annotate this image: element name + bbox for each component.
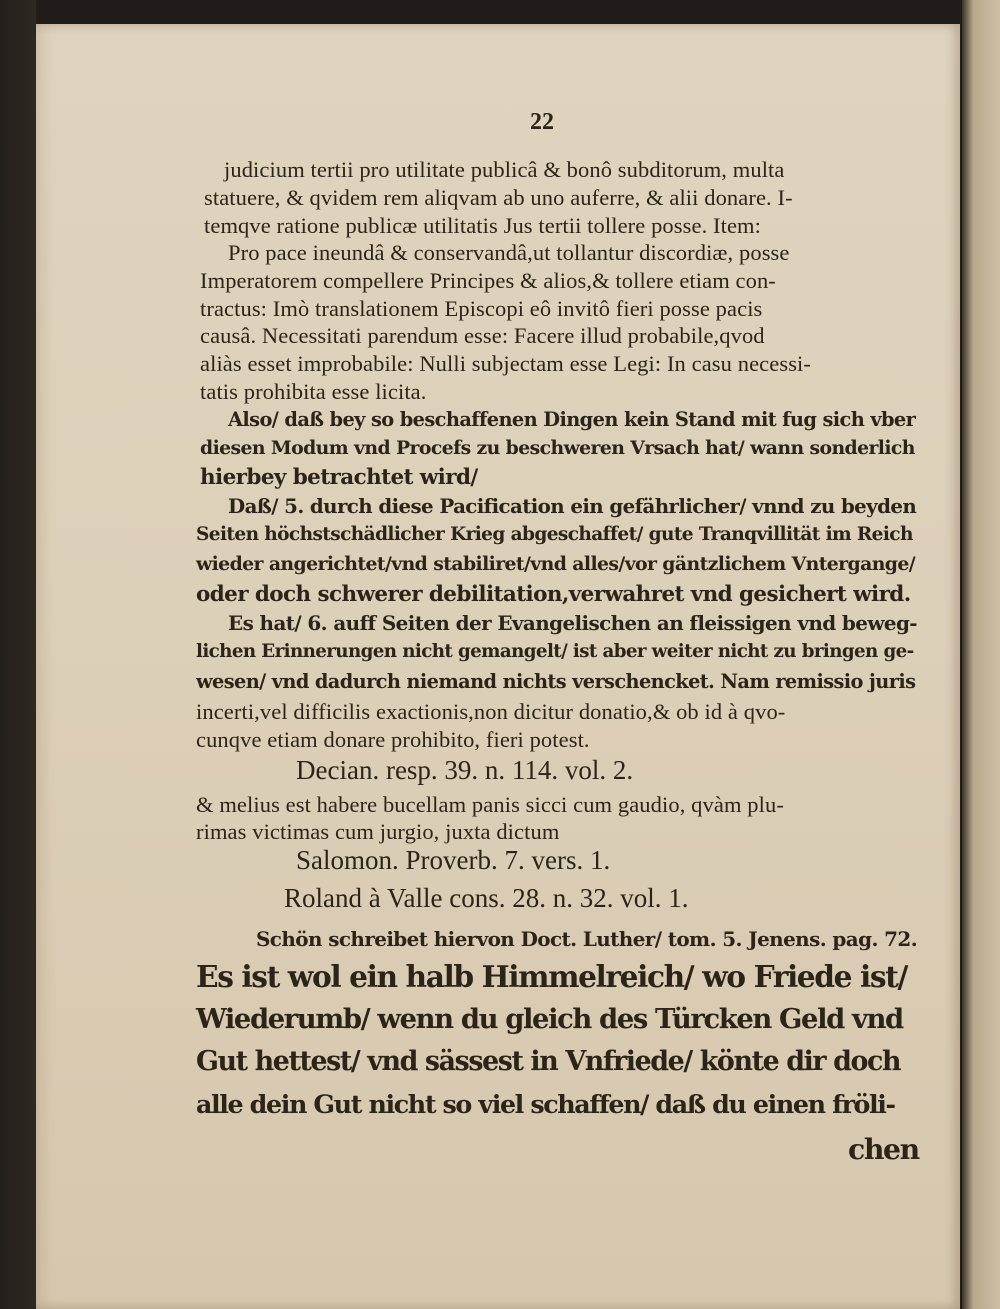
text-line: aliàs esset improbabile: Nulli subjectam esse Legi: In casu necessi- — [200, 351, 811, 376]
quote-line: Es ist wol ein halb Himmelreich/ wo Friede ist/ — [196, 959, 907, 994]
text-line: & melius est habere bucellam panis sicci cum gaudio, qvàm plu- — [196, 792, 784, 817]
text-line: Pro pace ineundâ & conservandâ,ut tollantur discordiæ, posse — [228, 240, 790, 265]
page-number: 22 — [530, 109, 554, 135]
text-line: causâ. Necessitati parendum esse: Facere illud probabile,qvod — [200, 323, 765, 348]
text-line: Schön schreibet hiervon Doct. Luther/ tom. 5. Jenens. pag. 72. — [256, 927, 918, 951]
text-line: tatis prohibita esse licita. — [200, 379, 427, 404]
text-line: lichen Erinnerungen nicht gemangelt/ ist aber weiter nicht zu bringen ge- — [196, 641, 914, 662]
citation-line: Roland à Valle cons. 28. n. 32. vol. 1. — [284, 883, 689, 913]
catchword: chen — [848, 1132, 919, 1166]
text-line: tractus: Imò translationem Episcopi eô invitô fieri posse pacis — [200, 296, 763, 321]
text-line: hierbey betrachtet wird/ — [200, 465, 478, 490]
text-line: Daß/ 5. durch diese Pacification ein gefährlicher/ vnnd zu beyden — [228, 494, 917, 518]
text-line: statuere, & qvidem rem aliqvam ab uno auferre, & alii donare. I- — [204, 185, 793, 210]
text-line: Imperatorem compellere Principes & alios,& tollere etiam con- — [200, 268, 776, 293]
text-line: diesen Modum vnd Procefs zu beschweren Vrsach hat/ wann sonderlich — [200, 437, 915, 459]
text-line: Seiten höchstschädlicher Krieg abgeschaffet/ gute Tranqvillität im Reich — [196, 524, 913, 545]
scan-background-left — [0, 0, 36, 1309]
adjacent-page-edge — [962, 0, 1000, 1309]
citation-line: Salomon. Proverb. 7. vers. 1. — [296, 845, 611, 875]
quote-line: Wiederumb/ wenn du gleich des Türcken Geld vnd — [196, 1003, 903, 1035]
text-line: oder doch schwerer debilitation,verwahret vnd gesichert wird. — [196, 582, 911, 607]
text-line: Es hat/ 6. auff Seiten der Evangelischen an fleissigen vnd beweg- — [228, 611, 917, 635]
text-line: cunqve etiam donare prohibito, fieri potest. — [196, 727, 590, 752]
page-text-block — [36, 24, 960, 1309]
text-line: rimas victimas cum jurgio, juxta dictum — [196, 819, 560, 844]
text-line: Also/ daß bey so beschaffenen Dingen kein Stand mit fug sich vber — [228, 408, 916, 431]
citation-line: Decian. resp. 39. n. 114. vol. 2. — [296, 755, 634, 785]
text-line: wesen/ vnd dadurch niemand nichts verschencket. Nam remissio juris — [196, 670, 916, 693]
quote-line: Gut hettest/ vnd sässest in Vnfriede/ könte dir doch — [196, 1046, 901, 1077]
text-line: incerti,vel difficilis exactionis,non dicitur donatio,& ob id à qvo- — [196, 699, 786, 724]
text-line: wieder angerichtet/vnd stabiliret/vnd alles/vor gäntzlichem Vntergange/ — [196, 553, 916, 575]
text-line: judicium tertii pro utilitate publicâ & bonô subditorum, multa — [224, 157, 785, 182]
book-page — [36, 24, 960, 1309]
text-line: temqve ratione publicæ utilitatis Jus tertii tollere posse. Item: — [204, 213, 762, 238]
quote-line: alle dein Gut nicht so viel schaffen/ daß du einen fröli- — [196, 1089, 895, 1119]
